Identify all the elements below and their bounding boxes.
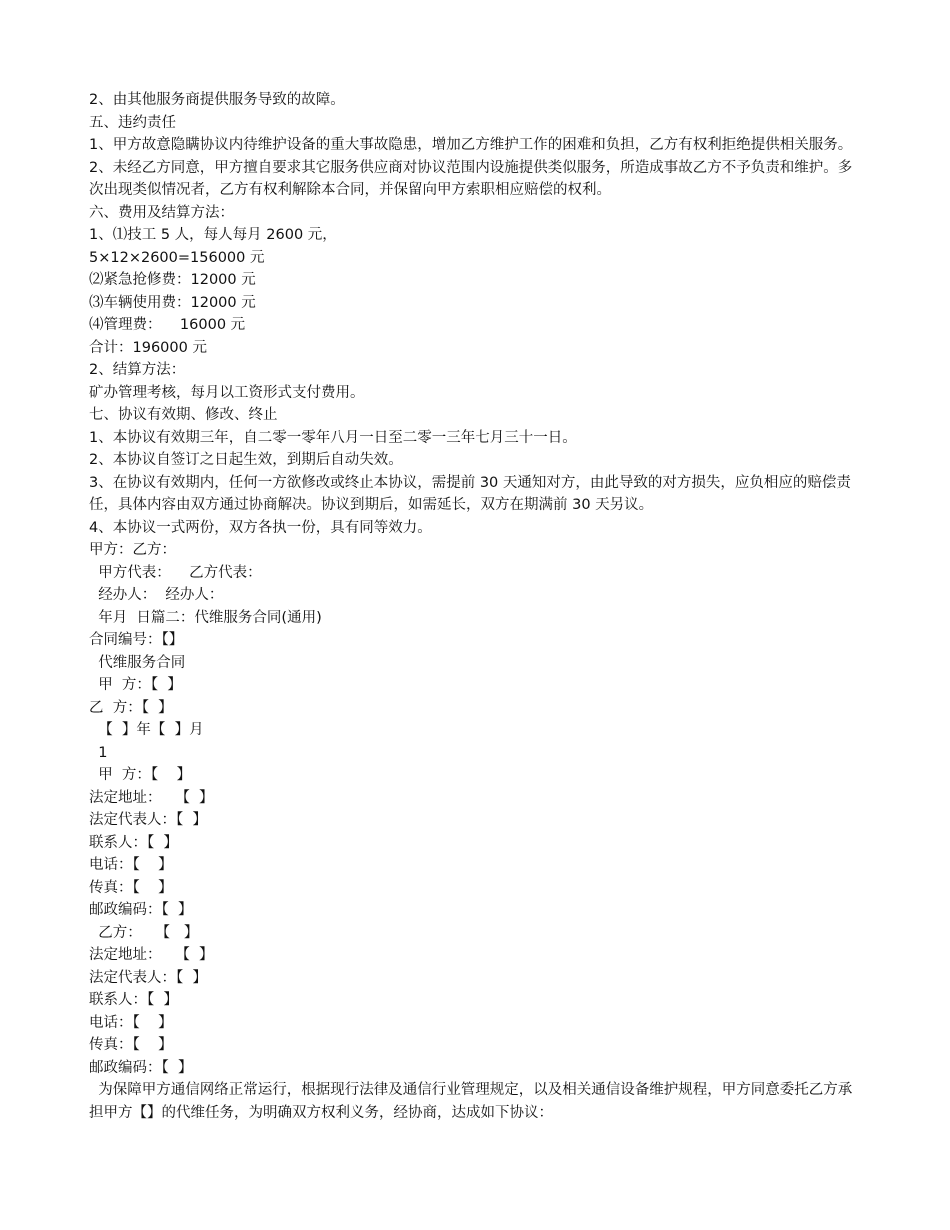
- phone-field: 电话：【 】: [89, 1014, 173, 1031]
- phone-field: 电话：【 】: [89, 857, 173, 873]
- fax-field: 传真：【 】: [89, 879, 173, 896]
- fax-field: 传真：【 】: [89, 1037, 173, 1053]
- representative-field: 法定代表人：【 】: [89, 969, 207, 986]
- date-field: 【 】年【 】月: [89, 722, 204, 738]
- page-number: 1: [89, 744, 108, 761]
- postcode-field: 邮政编码：【 】: [89, 1059, 193, 1076]
- text-line: 2、本协议自签订之日起生效，到期后自动失效。: [89, 452, 403, 468]
- signature-line: 年月 日篇二：代维服务合同(通用): [89, 609, 322, 626]
- postcode-field: 邮政编码：【 】: [89, 902, 193, 918]
- signature-line: 甲方代表： 乙方代表：: [89, 564, 262, 581]
- address-field: 法定地址： 【 】: [89, 789, 214, 806]
- signature-line: 甲方：乙方：: [89, 542, 176, 558]
- document-page: [89, 89, 864, 1124]
- text-line: 合计：196000 元: [89, 339, 207, 356]
- paragraph: 2、未经乙方同意，甲方擅自要求其它服务供应商对协议范围内设施提供类似服务，所造成事故乙方不予负责和维护。多次出现类似情况者，乙方有权利解除本合同，并保留向甲方索职相应赔偿的权利。: [89, 159, 853, 198]
- party-field: 甲 方：【 】: [89, 677, 182, 693]
- contract-number: 合同编号：【】: [89, 632, 184, 648]
- text-line: 1、本协议有效期三年，自二零一零年八月一日至二零一三年七月三十一日。: [89, 429, 577, 446]
- contact-field: 联系人：【 】: [89, 992, 178, 1008]
- section-heading: 六、费用及结算方法：: [89, 204, 234, 221]
- text-line: 5×12×2600=156000 元: [89, 249, 265, 266]
- signature-line: 经办人： 经办人：: [89, 587, 224, 603]
- paragraph: 3、在协议有效期内，任何一方欲修改或终止本协议，需提前 30 天通知对方，由此导致的对方损失，应负相应的赔偿责任，具体内容由双方通过协商解决。协议到期后，如需延长，双方在期满前 30 天另议。: [89, 474, 851, 513]
- party-field: 乙方： 【 】: [89, 924, 199, 941]
- paragraph: 为保障甲方通信网络正常运行，根据现行法律及通信行业管理规定，以及相关通信设备维护规程，甲方同意委托乙方承担甲方【】的代维任务，为明确双方权利义务，经协商，达成如下协议：: [89, 1082, 853, 1121]
- text-line: ⑶车辆使用费：12000 元: [89, 294, 256, 311]
- section-heading: 七、协议有效期、修改、终止: [89, 407, 278, 423]
- text-line: 2、结算方法：: [89, 362, 186, 378]
- paragraph: 1、甲方故意隐瞒协议内待维护设备的重大事故隐患，增加乙方维护工作的困难和负担，乙方有权利拒绝提供相关服务。: [89, 137, 853, 153]
- address-field: 法定地址： 【 】: [89, 947, 214, 963]
- text-line: 矿办管理考核，每月以工资形式支付费用。: [89, 384, 365, 401]
- representative-field: 法定代表人：【 】: [89, 812, 207, 828]
- text-line: 4、本协议一式两份，双方各执一份，具有同等效力。: [89, 519, 432, 536]
- section-heading: 五、违约责任: [89, 114, 176, 131]
- contract-title: 代维服务合同: [89, 654, 186, 671]
- text-line: 2、由其他服务商提供服务导致的故障。: [89, 92, 345, 108]
- text-line: ⑵紧急抢修费：12000 元: [89, 272, 256, 288]
- party-field: 甲 方：【 】: [89, 767, 192, 783]
- contact-field: 联系人：【 】: [89, 834, 178, 851]
- text-line: 1、⑴技工 5 人，每人每月 2600 元，: [89, 227, 337, 243]
- party-field: 乙 方：【 】: [89, 699, 173, 716]
- text-line: ⑷管理费： 16000 元: [89, 317, 246, 333]
